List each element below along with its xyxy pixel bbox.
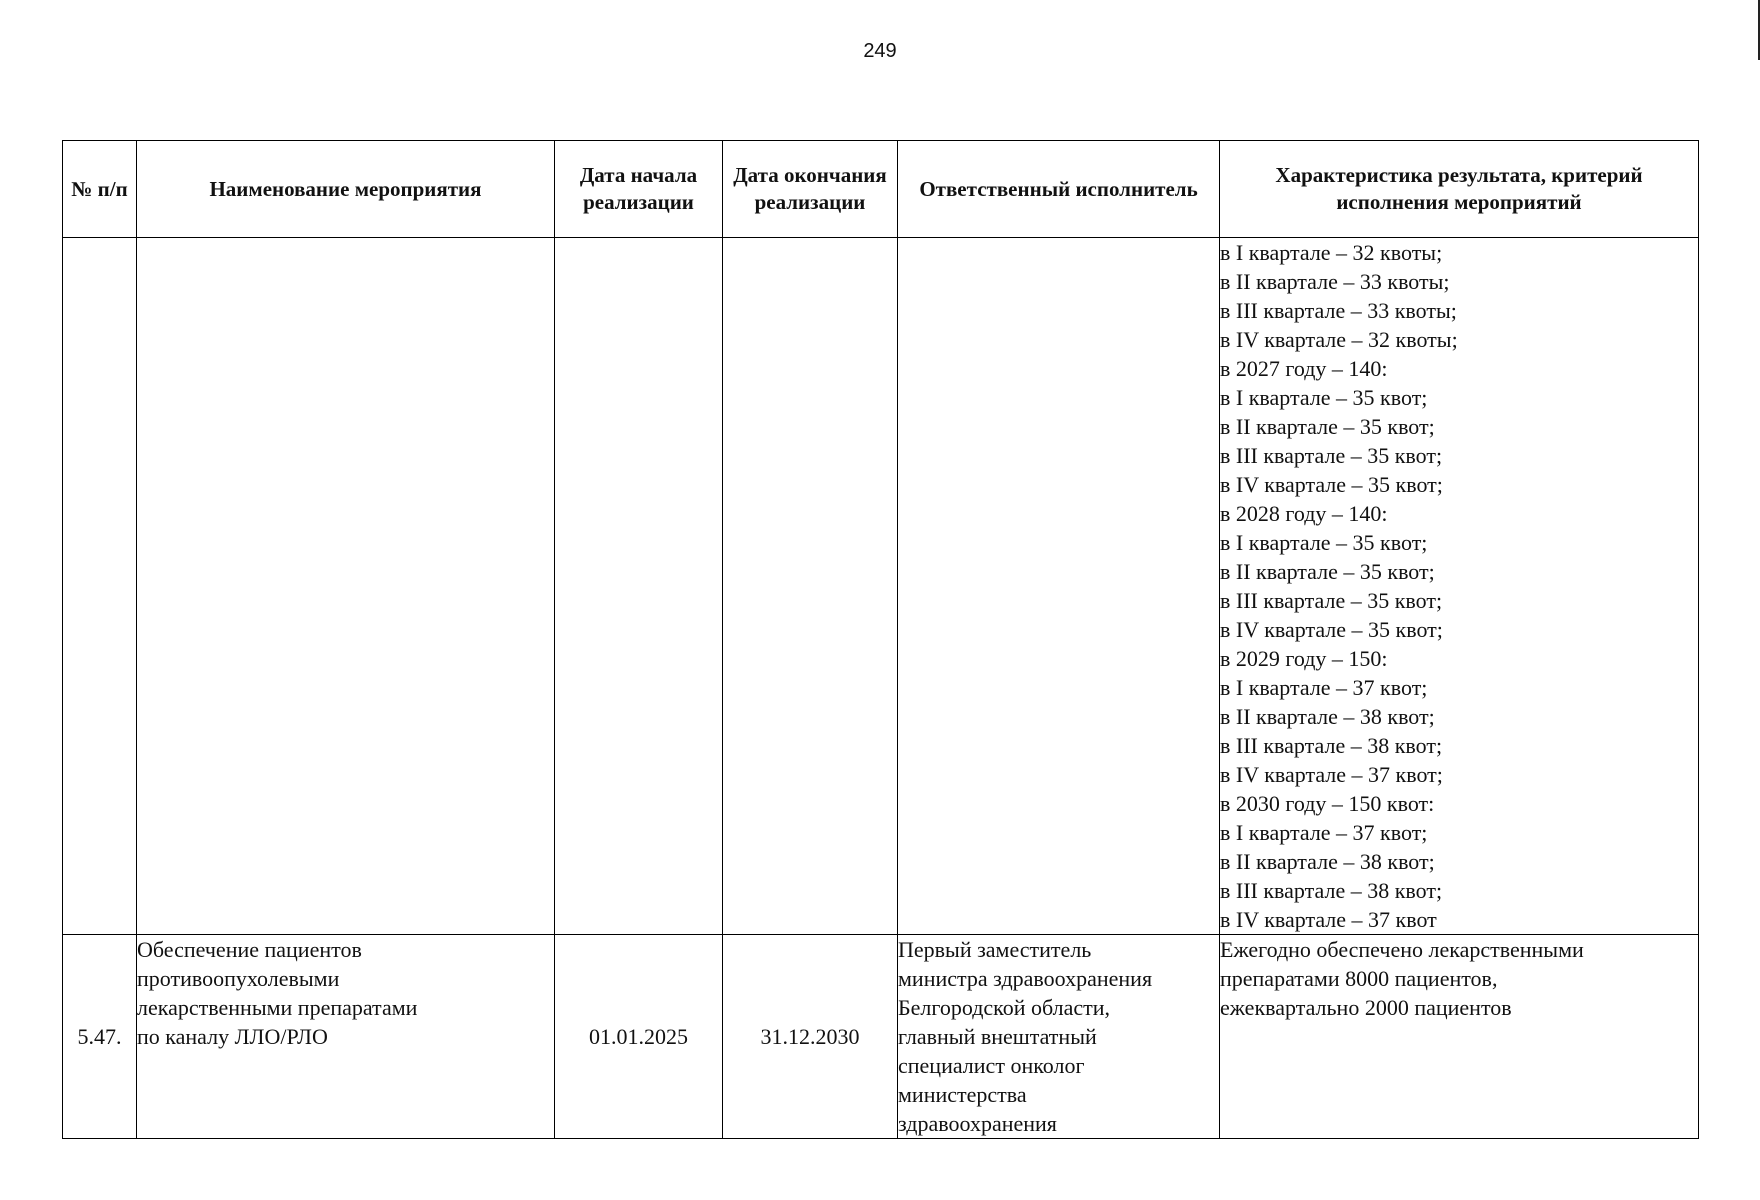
cell-responsible-executor <box>898 935 1220 1139</box>
executor-line: Белгородской области, <box>898 995 1111 1020</box>
executor-line: специалист онколог <box>898 1053 1085 1078</box>
executor-line: министра здравоохранения <box>898 966 1153 991</box>
executor-line: здравоохранения <box>898 1111 1057 1136</box>
result-line: Ежегодно обеспечено лекарственными <box>1220 937 1584 962</box>
page-number: 249 <box>863 40 897 62</box>
executor-line: министерства <box>898 1082 1027 1107</box>
result-line: в III квартале – 38 квот; <box>1220 733 1443 758</box>
header-start-date: Дата начала реализации <box>555 141 723 238</box>
result-line: в II квартале – 38 квот; <box>1220 849 1435 874</box>
cell-name-empty <box>137 238 555 935</box>
result-line: в II квартале – 35 квот; <box>1220 414 1435 439</box>
result-line: в III квартале – 35 квот; <box>1220 443 1443 468</box>
executor-line: главный внештатный <box>898 1024 1097 1049</box>
cell-number-empty <box>63 238 137 935</box>
activity-name-line: лекарственными препаратами <box>137 995 418 1020</box>
result-line: в IV квартале – 37 квот <box>1220 907 1437 932</box>
activities-table <box>62 140 1699 1139</box>
result-line: в III квартале – 35 квот; <box>1220 588 1443 613</box>
cell-start-empty <box>555 238 723 935</box>
header-number: № п/п <box>63 141 137 238</box>
result-line: в III квартале – 38 квот; <box>1220 878 1443 903</box>
activity-name-line: по каналу ЛЛО/РЛО <box>137 1024 328 1049</box>
table-header-row <box>63 141 1699 238</box>
table-row <box>63 935 1699 1139</box>
cell-result-continued <box>1220 238 1699 935</box>
result-line: в I квартале – 37 квот; <box>1220 820 1428 845</box>
result-lines-list <box>1220 238 1698 934</box>
result-line: в I квартале – 32 квоты; <box>1220 240 1443 265</box>
cell-activity-name <box>137 935 555 1139</box>
result-line: препаратами 8000 пациентов, <box>1220 966 1498 991</box>
cell-result <box>1220 935 1699 1139</box>
result-line: в III квартале – 33 квоты; <box>1220 298 1457 323</box>
result-line: в IV квартале – 37 квот; <box>1220 762 1443 787</box>
activity-name-line: Обеспечение пациентов <box>137 937 362 962</box>
result-line: в I квартале – 35 квот; <box>1220 385 1428 410</box>
result-line: в 2030 году – 150 квот: <box>1220 791 1435 816</box>
header-responsible-executor: Ответственный исполнитель <box>898 141 1220 238</box>
result-line: в II квартале – 38 квот; <box>1220 704 1435 729</box>
cell-executor-empty <box>898 238 1220 935</box>
header-end-date: Дата окончания реализации <box>723 141 898 238</box>
result-line: в IV квартале – 32 квоты; <box>1220 327 1458 352</box>
table-row-continued <box>63 238 1699 935</box>
result-line: в II квартале – 35 квот; <box>1220 559 1435 584</box>
header-result-characteristic: Характеристика результата, критерий исполнения мероприятий <box>1220 141 1699 238</box>
executor-line: Первый заместитель <box>898 937 1092 962</box>
cell-end-date: 31.12.2030 <box>723 935 898 1139</box>
header-activity-name: Наименование мероприятия <box>137 141 555 238</box>
result-line: в II квартале – 33 квоты; <box>1220 269 1450 294</box>
activity-name-line: противоопухолевыми <box>137 966 340 991</box>
result-line: в 2027 году – 140: <box>1220 356 1388 381</box>
cell-start-date: 01.01.2025 <box>555 935 723 1139</box>
result-line: ежеквартально 2000 пациентов <box>1220 995 1512 1020</box>
result-line: в I квартале – 37 квот; <box>1220 675 1428 700</box>
result-line: в IV квартале – 35 квот; <box>1220 472 1443 497</box>
cell-number: 5.47. <box>63 935 137 1139</box>
result-line: в I квартале – 35 квот; <box>1220 530 1428 555</box>
result-line: в IV квартале – 35 квот; <box>1220 617 1443 642</box>
result-line: в 2028 году – 140: <box>1220 501 1388 526</box>
result-line: в 2029 году – 150: <box>1220 646 1388 671</box>
cell-end-empty <box>723 238 898 935</box>
